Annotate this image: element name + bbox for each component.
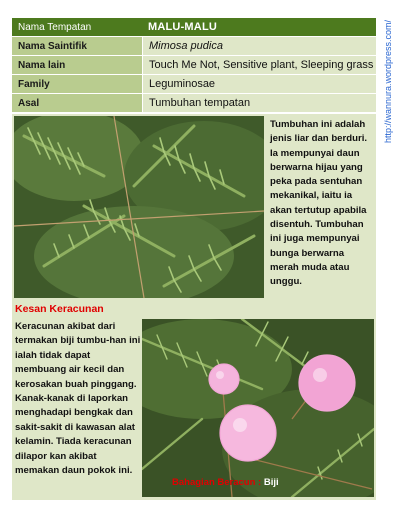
info-sheet <box>12 18 376 500</box>
toxicity-title: Kesan Keracunan <box>15 303 104 315</box>
table-row <box>12 74 376 93</box>
header-value: MALU-MALU <box>148 21 218 33</box>
row-label: Asal <box>12 94 142 112</box>
photo-caption-value: Biji <box>263 477 279 488</box>
row-label: Nama lain <box>12 56 142 74</box>
row-value: Tumbuhan tempatan <box>142 94 376 112</box>
flower-photo <box>142 319 374 497</box>
row-value: Touch Me Not, Sensitive plant, Sleeping grass <box>142 56 376 74</box>
photo-caption <box>172 477 279 488</box>
toxicity-text: Keracunan akibat dari termakan biji tumbu-han ini ialah tidak dapat membuang air kecil dan kerosakan buah pinggang. Kanak-kanak di laporkan menghadapi bengkak dan sakit-sakit di kawasan alat kelamin. Tiada keracunan dilapor kan akibat memakan daun pokok ini. <box>15 321 141 477</box>
row-value: Mimosa pudica <box>142 37 376 55</box>
row-value: Leguminosae <box>142 75 376 93</box>
content-panel <box>12 114 376 500</box>
table-row <box>12 36 376 55</box>
table-row <box>12 55 376 74</box>
side-url-link[interactable]: http://wannura.wordpress.com/ <box>383 20 393 144</box>
plant-description: Tumbuhan ini adalah jenis liar dan berduri. Ia mempunyai daun berwarna hijau yang peka pada sentuhan mekanikal, iaitu ia akan tertutup apabila disentuh. Tumbuhan ini juga mempunyai bunga berwarna merah muda atau unggu. <box>270 119 368 288</box>
header-label: Nama Tempatan <box>18 21 92 33</box>
photo-caption-label: Bahagian Beracun : <box>172 477 262 488</box>
leaf-photo <box>14 116 264 298</box>
table-header-row <box>12 18 376 36</box>
row-label: Nama Saintifik <box>12 37 142 55</box>
table-row <box>12 93 376 112</box>
row-label: Family <box>12 75 142 93</box>
